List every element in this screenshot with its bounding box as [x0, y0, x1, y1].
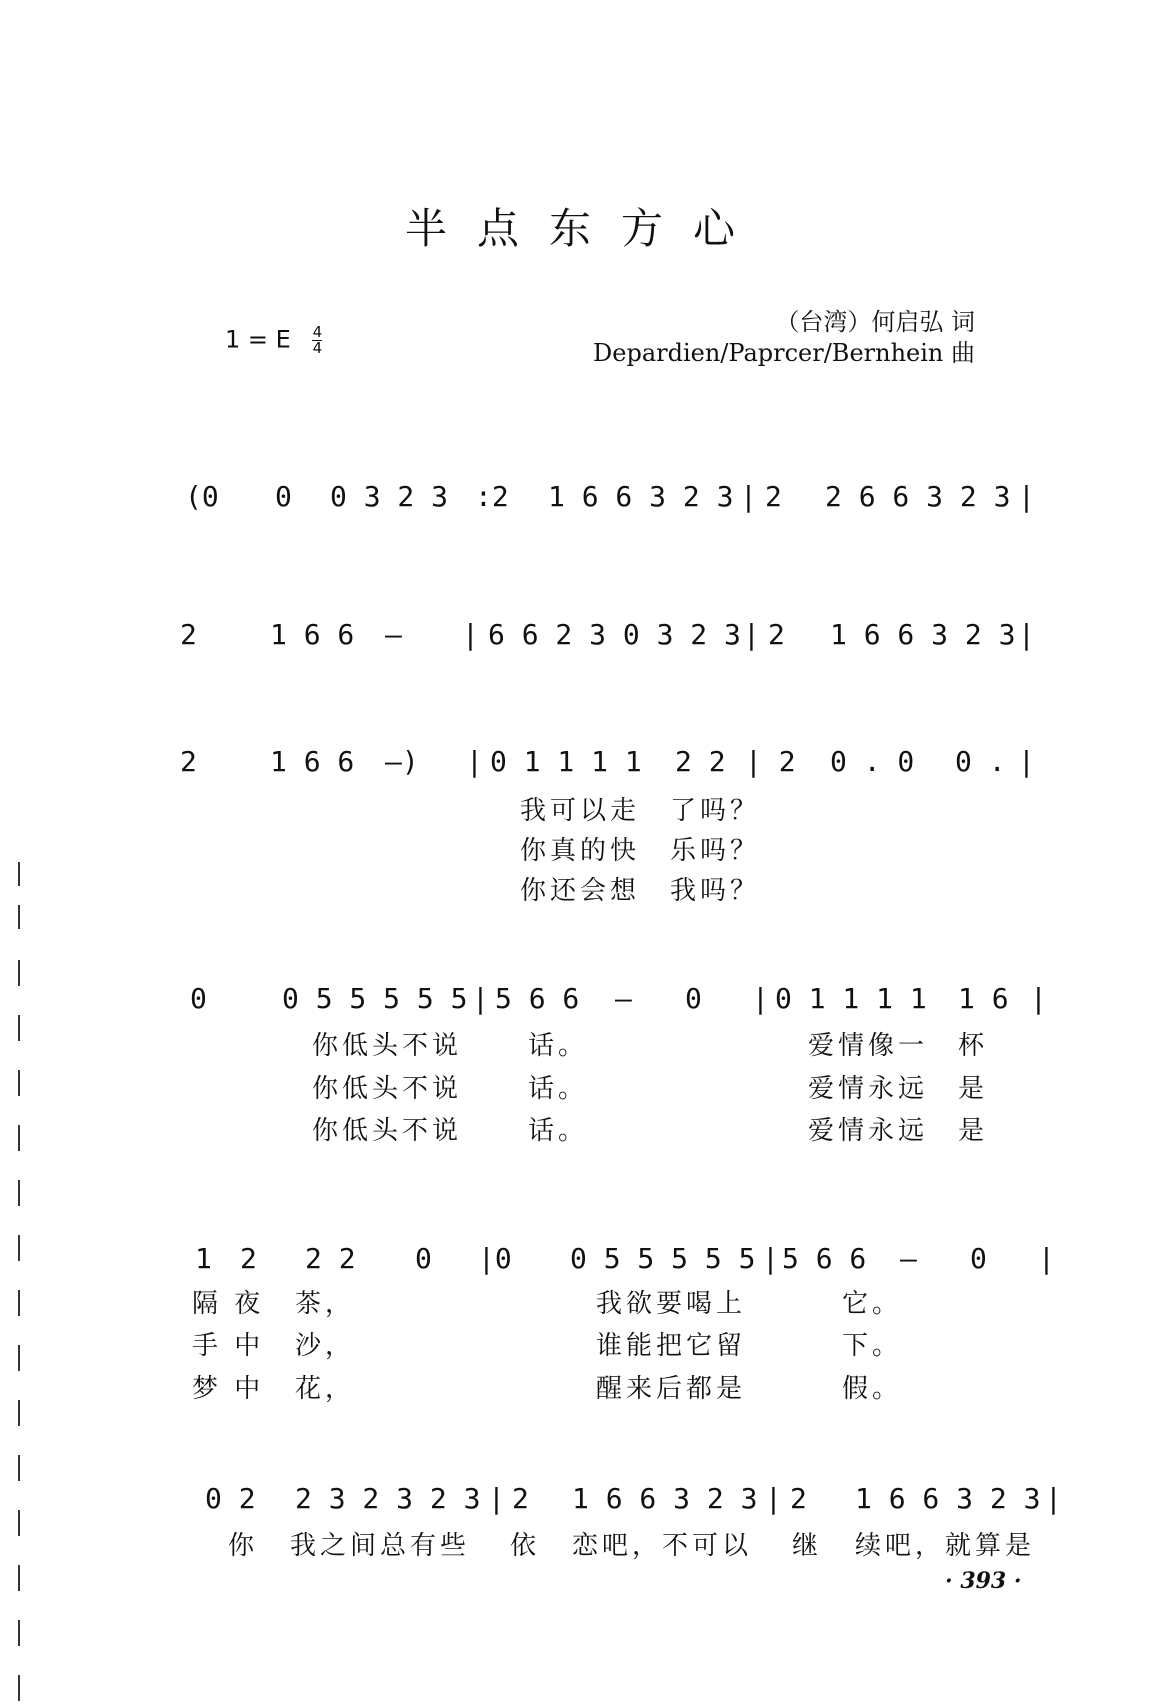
margin-mark [18, 1675, 20, 1701]
lyric-text: 爱情永远 [808, 1116, 929, 1146]
note-group: 2 [512, 1482, 529, 1515]
lyricist-credit: （台湾）何启弘 词 [775, 308, 975, 336]
lyric-text: 爱情永远 [808, 1074, 929, 1104]
note-group: 1 6 6 3 2 3 [548, 480, 734, 513]
margin-mark [18, 960, 20, 986]
lyric-text: 隔 夜 [192, 1289, 265, 1319]
note-group: | [472, 982, 489, 1015]
note-group: | [740, 480, 757, 513]
margin-mark [18, 1510, 20, 1536]
song-title: 半点东方心 [404, 204, 765, 253]
note-group: 0 . [955, 745, 1006, 778]
lyric-text: 我之间总有些 [290, 1531, 471, 1561]
lyric-text: 爱情像一 [808, 1031, 929, 1061]
lyric-text: 话。 [528, 1031, 589, 1061]
lyric-text: 醒来后都是 [596, 1374, 747, 1404]
note-group: | [1030, 982, 1047, 1015]
lyric-text: 花， [295, 1374, 356, 1404]
note-group: 0 2 [205, 1482, 256, 1515]
note-group: | 2 [745, 745, 796, 778]
margin-mark [18, 1070, 20, 1096]
note-group: | [765, 1482, 782, 1515]
margin-mark [18, 1345, 20, 1371]
lyric-text: 你低头不说 [312, 1074, 463, 1104]
lyric-text: 茶， [295, 1289, 356, 1319]
margin-mark [18, 1125, 20, 1151]
lyric-text: 续吧，就算是 [855, 1531, 1036, 1561]
lyric-text: 依 [510, 1531, 541, 1561]
note-group: 1 6 6 [270, 745, 355, 778]
lyric-text: 是 [958, 1074, 989, 1104]
note-group: | [1038, 1242, 1055, 1275]
note-group: | [752, 982, 769, 1015]
note-group: 6 6 2 3 0 3 2 3 [488, 618, 741, 651]
note-group: 2 [790, 1482, 807, 1515]
margin-mark [18, 1290, 20, 1316]
lyric-text: 你还会想 [520, 876, 641, 906]
note-group: | [1045, 1482, 1062, 1515]
note-group: | [462, 618, 479, 651]
lyric-text: 它。 [842, 1289, 903, 1319]
note-group: :2 [475, 480, 509, 513]
note-group: —) [385, 745, 419, 778]
page-number: · 393 · [945, 1568, 1022, 1594]
note-group: 1 6 6 3 2 3 [572, 1482, 758, 1515]
note-group: 2 [240, 1242, 257, 1275]
note-group: 0 [415, 1242, 432, 1275]
lyric-text: 恋吧，不可以 [572, 1531, 753, 1561]
note-group: 0 5 5 5 5 5 [570, 1242, 756, 1275]
note-group: 1 6 6 3 2 3 [855, 1482, 1041, 1515]
lyric-text: 话。 [528, 1074, 589, 1104]
lyric-text: 我吗？ [670, 876, 761, 906]
lyric-text: 下。 [842, 1331, 903, 1361]
margin-mark [18, 1400, 20, 1426]
time-denominator: 4 [312, 339, 323, 357]
lyric-text: 乐吗？ [670, 836, 761, 866]
note-group: | [762, 1242, 779, 1275]
note-group: 0 [275, 480, 292, 513]
note-group: 2 2 [305, 1242, 356, 1275]
note-group: — [615, 982, 632, 1015]
note-group: 0 . 0 [830, 745, 915, 778]
lyric-text: 梦 中 [192, 1374, 265, 1404]
note-group: 2 6 6 3 2 3 [825, 480, 1011, 513]
lyric-text: 是 [958, 1116, 989, 1146]
lyric-text: 你真的快 [520, 836, 641, 866]
lyric-text: 我欲要喝上 [596, 1289, 747, 1319]
margin-mark [18, 862, 20, 886]
note-group: 2 3 2 3 2 3 [295, 1482, 481, 1515]
note-group: 1 [195, 1242, 212, 1275]
lyric-text: 话。 [528, 1116, 589, 1146]
note-group: |0 [478, 1242, 512, 1275]
lyric-text: 杯 [958, 1031, 989, 1061]
note-group: — [900, 1242, 917, 1275]
lyric-text: 了吗？ [670, 796, 761, 826]
lyric-text: 你低头不说 [312, 1031, 463, 1061]
note-group: 2 [180, 618, 197, 651]
margin-mark [18, 1015, 20, 1041]
note-group: — [385, 618, 402, 651]
note-group: | [1018, 618, 1035, 651]
note-group: 0 5 5 5 5 5 [282, 982, 468, 1015]
margin-mark [18, 1565, 20, 1591]
note-group: | [488, 1482, 505, 1515]
note-group: 5 6 6 [782, 1242, 867, 1275]
key-label: 1 = E [225, 325, 291, 354]
note-group: 1 6 6 3 2 3 [830, 618, 1016, 651]
note-group: 2 [180, 745, 197, 778]
margin-mark [18, 1235, 20, 1261]
time-numerator: 4 [312, 323, 323, 341]
note-group: 0 [685, 982, 702, 1015]
composer-credit: Depardien/Paprcer/Bernhein 曲 [593, 339, 975, 367]
lyric-text: 谁能把它留 [596, 1331, 747, 1361]
note-group: | [743, 618, 760, 651]
note-group: 0 [970, 1242, 987, 1275]
key-signature [225, 325, 322, 356]
note-group: 0 1 1 1 1 [775, 982, 927, 1015]
note-group: | [1018, 745, 1035, 778]
note-group: 1 6 6 [270, 618, 355, 651]
note-group: 2 [768, 618, 785, 651]
margin-mark [18, 1620, 20, 1646]
note-group: | [466, 745, 483, 778]
note-group: 0 1 1 1 1 [490, 745, 642, 778]
note-group: 0 3 2 3 [330, 480, 449, 513]
note-group: 2 [765, 480, 782, 513]
lyric-text: 你 [228, 1531, 259, 1561]
note-group: | [1018, 480, 1035, 513]
margin-mark [18, 1455, 20, 1481]
lyric-text: 我可以走 [520, 796, 641, 826]
note-group: 2 2 [675, 745, 726, 778]
note-group: 5 6 6 [495, 982, 580, 1015]
lyric-text: 手 中 [192, 1331, 265, 1361]
note-group: 1 6 [958, 982, 1009, 1015]
lyric-text: 你低头不说 [312, 1116, 463, 1146]
time-signature [312, 325, 322, 356]
margin-mark [18, 905, 20, 929]
margin-mark [18, 1180, 20, 1206]
lyric-text: 继 [792, 1531, 823, 1561]
lyric-text: 假。 [842, 1374, 903, 1404]
lyric-text: 沙， [295, 1331, 356, 1361]
note-group: 0 [190, 982, 207, 1015]
note-group: (0 [185, 480, 219, 513]
